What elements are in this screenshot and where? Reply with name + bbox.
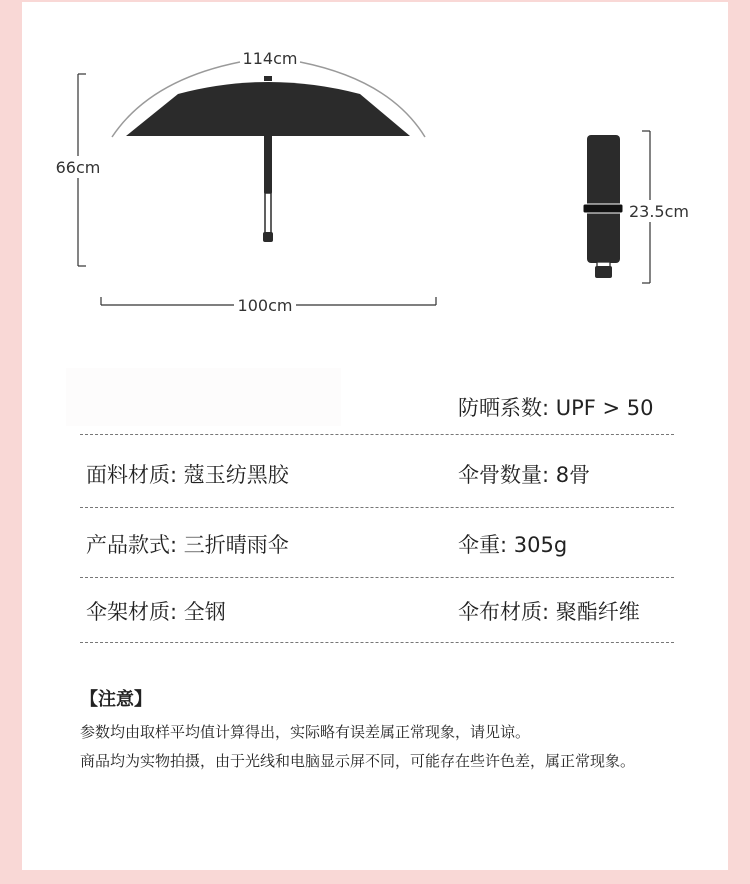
divider xyxy=(80,577,674,578)
divider xyxy=(80,434,674,435)
notes-line-1: 参数均由取样平均值计算得出，实际略有误差属正常现象，请见谅。 xyxy=(80,723,531,741)
spec-ribs: 伞骨数量: 8骨 xyxy=(458,463,591,487)
spec-weight: 伞重: 305g xyxy=(458,533,568,557)
divider xyxy=(80,642,674,643)
spec-style: 产品款式: 三折晴雨伞 xyxy=(86,533,289,557)
spec-fabric: 面料材质: 蔻玉纺黑胶 xyxy=(86,463,289,487)
folded-umbrella-body xyxy=(587,135,620,263)
folded-umbrella-strap xyxy=(583,204,623,213)
umbrella-tip xyxy=(264,76,272,81)
blank-panel xyxy=(66,368,341,426)
umbrella-handle xyxy=(263,232,273,242)
umbrella-shaft-lower xyxy=(265,193,271,233)
umbrella-shaft xyxy=(264,134,272,194)
height-label: 66cm xyxy=(55,158,101,177)
notes-line-2: 商品均为实物拍摄，由于光线和电脑显示屏不同，可能存在些许色差，属正常现象。 xyxy=(80,752,636,770)
open-width-label: 114cm xyxy=(242,49,298,68)
folded-umbrella-handle xyxy=(595,266,612,278)
diameter-label: 100cm xyxy=(237,296,293,315)
spec-upf: 防晒系数: UPF > 50 xyxy=(458,396,654,420)
umbrella-canopy xyxy=(126,82,410,136)
spec-cloth: 伞布材质: 聚酯纤维 xyxy=(458,600,640,624)
spec-frame: 伞架材质: 全钢 xyxy=(86,600,226,624)
folded-length-label: 23.5cm xyxy=(628,202,690,221)
divider xyxy=(80,507,674,508)
notes-title: 【注意】 xyxy=(80,689,152,710)
